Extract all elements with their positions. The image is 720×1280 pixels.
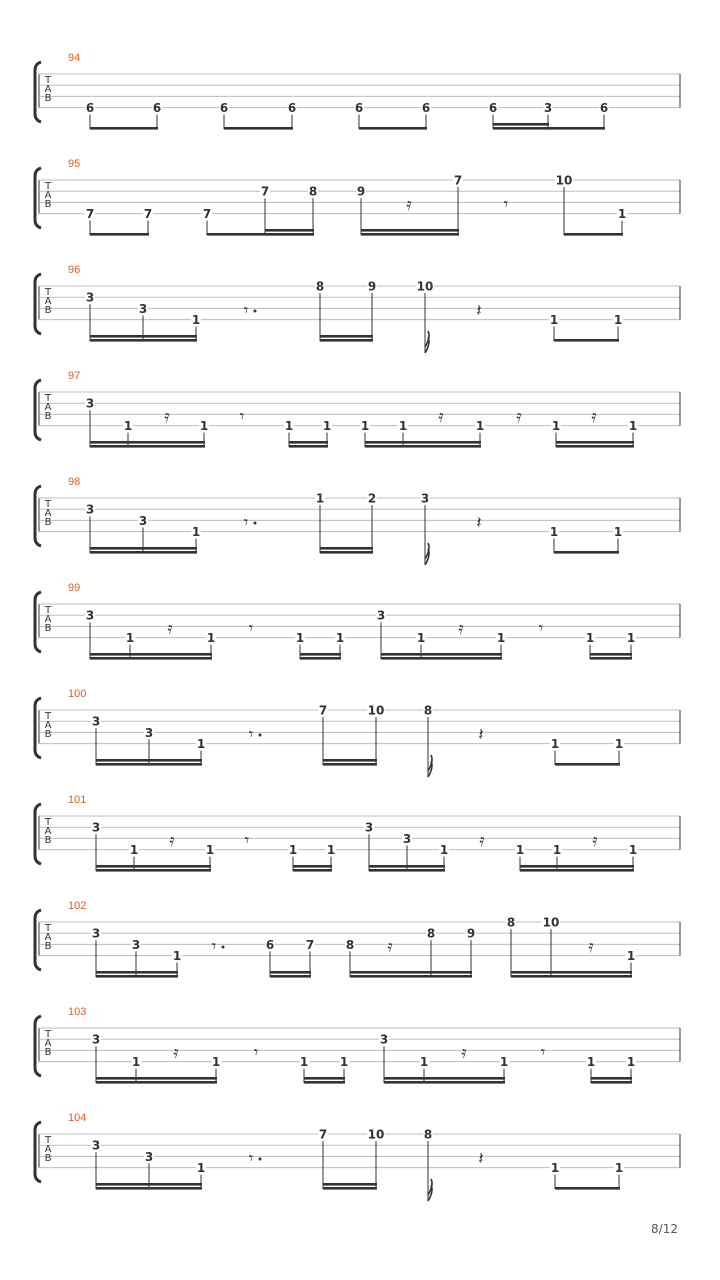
tab-clef-letter: T: [44, 287, 52, 298]
system-bracket: [35, 1016, 41, 1076]
sixteenth-rest: 𝄿: [387, 937, 393, 957]
fret-number: 9: [466, 926, 476, 941]
beam: [90, 233, 149, 236]
fret-number: 7: [453, 173, 463, 188]
rest-dot: [259, 734, 262, 737]
beam: [90, 127, 158, 130]
beam: [300, 657, 341, 660]
fret-number: 3: [364, 820, 374, 835]
system-bracket: [35, 274, 41, 334]
fret-number: 1: [295, 631, 305, 646]
system-bracket: [35, 168, 41, 228]
beam: [289, 445, 328, 448]
tab-clef-letter: B: [44, 93, 52, 104]
fret-number: 3: [420, 491, 430, 506]
fret-number: 1: [131, 1055, 141, 1070]
tab-clef-letter: A: [44, 84, 52, 95]
fret-number: 3: [138, 301, 148, 316]
fret-number: 1: [552, 843, 562, 858]
fret-number: 6: [152, 101, 162, 116]
fret-number: 6: [354, 101, 364, 116]
fret-number: 6: [488, 101, 498, 116]
tab-clef-letter: T: [44, 605, 52, 616]
beam: [300, 653, 341, 656]
measure-number: 96: [68, 264, 81, 276]
beam: [90, 551, 197, 554]
beam: [90, 657, 212, 660]
sixteenth-rest: 𝄿: [173, 1043, 179, 1063]
beam: [590, 657, 632, 660]
measure-number: 104: [68, 1112, 87, 1124]
fret-number: 10: [367, 1127, 385, 1142]
beam: [369, 869, 445, 872]
tab-clef-letter: B: [44, 941, 52, 952]
tab-clef-letter: A: [44, 508, 52, 519]
fret-number: 1: [416, 631, 426, 646]
eighth-rest: 𝄾: [503, 195, 509, 215]
fret-number: 7: [143, 207, 153, 222]
eighth-rest: 𝄾: [538, 619, 544, 639]
beam: [564, 233, 623, 236]
fret-number: 7: [318, 1127, 328, 1142]
fret-number: 1: [613, 525, 623, 540]
tab-clef-letter: T: [44, 75, 52, 86]
beam: [554, 339, 619, 342]
fret-number: 1: [626, 631, 636, 646]
system-bracket: [35, 486, 41, 546]
fret-number: 9: [356, 184, 366, 199]
fret-number: 1: [322, 419, 332, 434]
sixteenth-rest: 𝄿: [169, 831, 175, 851]
fret-number: 1: [628, 419, 638, 434]
measure-number: 101: [68, 794, 87, 806]
fret-number: 1: [299, 1055, 309, 1070]
tab-clef-letter: B: [44, 517, 52, 528]
tab-clef-letter: A: [44, 296, 52, 307]
fret-number: 3: [91, 1032, 101, 1047]
fret-number: 1: [614, 737, 624, 752]
rest-dot: [254, 522, 257, 525]
beam: [265, 229, 314, 232]
fret-number: 10: [555, 173, 573, 188]
fret-number: 9: [367, 279, 377, 294]
fret-number: 1: [586, 1055, 596, 1070]
system-bracket: [35, 592, 41, 652]
tab-clef-letter: A: [44, 720, 52, 731]
tab-clef-letter: A: [44, 826, 52, 837]
beam: [293, 865, 332, 868]
measure-number: 99: [68, 582, 81, 594]
beam: [96, 763, 202, 766]
beam: [556, 441, 634, 444]
beam: [96, 865, 211, 868]
fret-number: 1: [626, 949, 636, 964]
fret-number: 1: [191, 313, 201, 328]
fret-number: 3: [376, 608, 386, 623]
rest-dot: [254, 310, 257, 313]
beam: [384, 1077, 505, 1080]
tab-clef-letter: B: [44, 411, 52, 422]
sixteenth-rest: 𝄿: [516, 407, 522, 427]
fret-number: 1: [196, 1161, 206, 1176]
eighth-rest: 𝄾: [244, 831, 250, 851]
tab-clef-letter: T: [44, 393, 52, 404]
fret-number: 1: [613, 313, 623, 328]
beam: [323, 763, 377, 766]
beam: [90, 547, 197, 550]
sixteenth-rest: 𝄿: [591, 407, 597, 427]
beam: [96, 759, 202, 762]
system-bracket: [35, 698, 41, 758]
fret-number: 3: [379, 1032, 389, 1047]
beam: [384, 1081, 505, 1084]
beam: [361, 229, 459, 232]
sixteenth-rest: 𝄿: [458, 619, 464, 639]
fret-number: 8: [423, 1127, 433, 1142]
fret-number: 10: [367, 703, 385, 718]
fret-number: 1: [499, 1055, 509, 1070]
measure-number: 103: [68, 1006, 87, 1018]
sixteenth-rest: 𝄿: [406, 195, 412, 215]
fret-number: 3: [85, 502, 95, 517]
beam: [323, 759, 377, 762]
system-bracket: [35, 380, 41, 440]
fret-number: 3: [91, 1138, 101, 1153]
eighth-rest: 𝄾: [243, 301, 249, 321]
eighth-rest: 𝄾: [239, 407, 245, 427]
beam: [270, 971, 311, 974]
measure-number: 102: [68, 900, 87, 912]
beam: [270, 975, 311, 978]
fret-number: 6: [421, 101, 431, 116]
fret-number: 8: [308, 184, 318, 199]
tab-clef-letter: T: [44, 817, 52, 828]
eighth-rest: 𝄾: [248, 619, 254, 639]
beam: [365, 445, 481, 448]
fret-number: 1: [284, 419, 294, 434]
beam: [520, 865, 634, 868]
fret-number: 6: [287, 101, 297, 116]
quarter-rest: 𝄽: [476, 301, 482, 321]
beam: [554, 551, 619, 554]
tab-clef-letter: B: [44, 1047, 52, 1058]
beam: [96, 971, 178, 974]
fret-number: 1: [196, 737, 206, 752]
beam: [96, 869, 211, 872]
beam: [350, 971, 472, 974]
fret-number: 1: [199, 419, 209, 434]
sixteenth-rest: 𝄿: [592, 831, 598, 851]
fret-number: 3: [85, 608, 95, 623]
fret-number: 8: [506, 915, 516, 930]
eighth-rest: 𝄾: [248, 725, 254, 745]
sixteenth-rest: 𝄿: [461, 1043, 467, 1063]
sixteenth-rest: 𝄿: [438, 407, 444, 427]
fret-number: 1: [288, 843, 298, 858]
tab-clef-letter: A: [44, 1038, 52, 1049]
beam: [369, 865, 445, 868]
tab-clef-letter: A: [44, 614, 52, 625]
beam: [96, 1077, 217, 1080]
beam: [381, 657, 502, 660]
eighth-rest: 𝄾: [540, 1043, 546, 1063]
beam: [511, 971, 632, 974]
fret-number: 1: [172, 949, 182, 964]
beam: [289, 441, 328, 444]
fret-number: 1: [550, 737, 560, 752]
fret-number: 6: [599, 101, 609, 116]
beam: [361, 233, 459, 236]
beam: [304, 1077, 345, 1080]
tab-clef-letter: A: [44, 1144, 52, 1155]
system-bracket: [35, 62, 41, 122]
fret-number: 1: [125, 631, 135, 646]
fret-number: 6: [219, 101, 229, 116]
beam: [555, 1187, 620, 1190]
sixteenth-rest: 𝄿: [588, 937, 594, 957]
tab-clef-letter: B: [44, 729, 52, 740]
tab-clef-letter: A: [44, 402, 52, 413]
measure-number: 97: [68, 370, 81, 382]
fret-number: 7: [305, 937, 315, 952]
beam: [96, 1183, 202, 1186]
beam: [381, 653, 502, 656]
measure-number: 95: [68, 158, 81, 170]
system-bracket: [35, 910, 41, 970]
tab-clef-letter: T: [44, 1029, 52, 1040]
fret-number: 3: [138, 513, 148, 528]
fret-number: 6: [85, 101, 95, 116]
beam: [304, 1081, 345, 1084]
tab-clef-letter: B: [44, 305, 52, 316]
tab-clef-letter: B: [44, 1153, 52, 1164]
beam: [293, 869, 332, 872]
tab-clef-letter: A: [44, 190, 52, 201]
beam: [591, 1077, 632, 1080]
fret-number: 3: [402, 831, 412, 846]
beam: [365, 441, 481, 444]
beam: [320, 339, 373, 342]
sixteenth-rest: 𝄿: [164, 407, 170, 427]
beam: [320, 547, 373, 550]
beam: [96, 1187, 202, 1190]
fret-number: 7: [202, 207, 212, 222]
fret-number: 3: [91, 820, 101, 835]
fret-number: 8: [423, 703, 433, 718]
eighth-rest: 𝄾: [243, 513, 249, 533]
eighth-rest: 𝄾: [211, 937, 217, 957]
fret-number: 1: [626, 1055, 636, 1070]
beam: [96, 975, 178, 978]
fret-number: 1: [550, 1161, 560, 1176]
fret-number: 1: [585, 631, 595, 646]
beam: [90, 441, 205, 444]
beam: [323, 1187, 377, 1190]
fret-number: 1: [475, 419, 485, 434]
fret-number: 1: [326, 843, 336, 858]
fret-number: 7: [260, 184, 270, 199]
fret-number: 3: [91, 714, 101, 729]
fret-number: 10: [542, 915, 560, 930]
beam: [350, 975, 472, 978]
fret-number: 3: [131, 937, 141, 952]
fret-number: 3: [144, 725, 154, 740]
fret-number: 6: [265, 937, 275, 952]
system-bracket: [35, 1122, 41, 1182]
fret-number: 1: [551, 419, 561, 434]
beam: [556, 445, 634, 448]
beam: [555, 763, 620, 766]
beam: [359, 127, 427, 130]
tab-clef-letter: T: [44, 1135, 52, 1146]
fret-number: 3: [543, 101, 553, 116]
beam: [493, 123, 549, 126]
quarter-rest: 𝄽: [478, 1149, 484, 1169]
beam: [493, 127, 549, 130]
beam: [511, 975, 632, 978]
rest-dot: [259, 1158, 262, 1161]
beam: [548, 127, 605, 130]
fret-number: 1: [628, 843, 638, 858]
fret-number: 1: [419, 1055, 429, 1070]
page-number: 8/12: [651, 1222, 678, 1236]
fret-number: 1: [549, 313, 559, 328]
fret-number: 1: [515, 843, 525, 858]
beam: [320, 335, 373, 338]
rest-dot: [222, 946, 225, 949]
fret-number: 1: [439, 843, 449, 858]
beam: [320, 551, 373, 554]
tab-clef-letter: T: [44, 499, 52, 510]
fret-number: 1: [617, 207, 627, 222]
fret-number: 3: [144, 1149, 154, 1164]
tab-clef-letter: B: [44, 199, 52, 210]
tab-clef-letter: T: [44, 711, 52, 722]
tab-clef-letter: A: [44, 932, 52, 943]
fret-number: 8: [345, 937, 355, 952]
beam: [90, 653, 212, 656]
fret-number: 7: [318, 703, 328, 718]
beam: [90, 339, 197, 342]
eighth-rest: 𝄾: [253, 1043, 259, 1063]
beam: [265, 233, 314, 236]
fret-number: 10: [416, 279, 434, 294]
eighth-rest: 𝄾: [248, 1149, 254, 1169]
fret-number: 1: [549, 525, 559, 540]
beam: [90, 445, 205, 448]
fret-number: 1: [315, 491, 325, 506]
tab-clef-letter: B: [44, 835, 52, 846]
fret-number: 1: [211, 1055, 221, 1070]
beam: [590, 653, 632, 656]
beam: [96, 1081, 217, 1084]
fret-number: 8: [426, 926, 436, 941]
fret-number: 3: [85, 396, 95, 411]
beam: [591, 1081, 632, 1084]
fret-number: 1: [398, 419, 408, 434]
measure-number: 100: [68, 688, 87, 700]
fret-number: 3: [85, 290, 95, 305]
fret-number: 1: [205, 843, 215, 858]
fret-number: 1: [129, 843, 139, 858]
tab-clef-letter: B: [44, 623, 52, 634]
sixteenth-rest: 𝄿: [167, 619, 173, 639]
fret-number: 7: [85, 207, 95, 222]
beam: [323, 1183, 377, 1186]
fret-number: 8: [315, 279, 325, 294]
measure-number: 94: [68, 52, 81, 64]
fret-number: 1: [191, 525, 201, 540]
tab-clef-letter: T: [44, 923, 52, 934]
sixteenth-rest: 𝄿: [479, 831, 485, 851]
fret-number: 2: [367, 491, 377, 506]
fret-number: 3: [91, 926, 101, 941]
fret-number: 1: [335, 631, 345, 646]
tab-clef-letter: T: [44, 181, 52, 192]
quarter-rest: 𝄽: [478, 725, 484, 745]
beam: [520, 869, 634, 872]
beam: [90, 335, 197, 338]
fret-number: 1: [206, 631, 216, 646]
fret-number: 1: [339, 1055, 349, 1070]
beam: [224, 127, 293, 130]
quarter-rest: 𝄽: [476, 513, 482, 533]
fret-number: 1: [360, 419, 370, 434]
system-bracket: [35, 804, 41, 864]
measure-number: 98: [68, 476, 81, 488]
fret-number: 1: [496, 631, 506, 646]
fret-number: 1: [123, 419, 133, 434]
fret-number: 1: [614, 1161, 624, 1176]
